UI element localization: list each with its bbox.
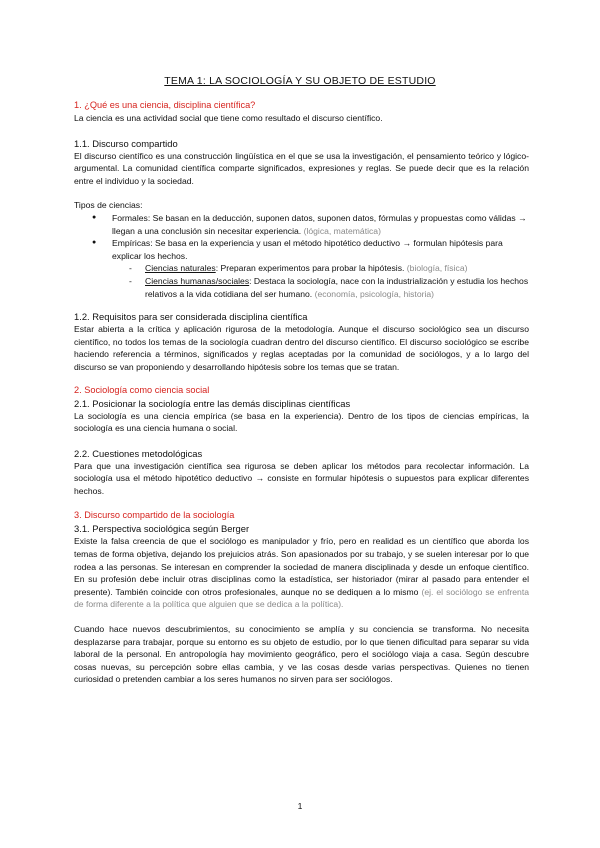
list-item-formal	[112, 212, 529, 237]
subsection-3-1-paragraph-2: Cuando hace nuevos descubrimientos, su conocimiento se amplía y su conciencia se transforma. No necesita desplazarse para trabajar, porque su entorno es su objeto de estudio, por lo que tienen dificultad para separar su vida laboral de la personal. En antropología hay movimiento geográfico, pero el sociólogo viaja a casa. Según descubre cosas nuevas, su percepción sobre ellas cambia, y ve las cosas desde varias perspectivas. Quienes no tienen curiosidad o pretenden cambiar a los seres humanos no sirven para ser sociólogos.	[74, 624, 529, 685]
section-1-intro: La ciencia es una actividad social que tiene como resultado el discurso científico.	[74, 113, 383, 123]
formal-note: (lógica, matemática)	[303, 225, 381, 236]
human-note: (economía, psicología, historia)	[314, 288, 435, 299]
list-item-human	[145, 275, 529, 300]
subsection-2-2-heading: 2.2. Cuestiones metodológicas	[74, 447, 203, 459]
berger-note: (ej. el sociólogo se enfrenta de forma diferente a la política que alguien que se dedica a la política).	[74, 586, 529, 610]
natural-text: : Preparan experimentos para probar la hipótesis.	[215, 263, 405, 274]
document-body	[74, 99, 529, 686]
human-label: Ciencias humanas/sociales	[145, 275, 250, 286]
subsection-2-1-heading: 2.1. Posicionar la sociología entre las demás disciplinas científicas	[74, 397, 351, 409]
subsection-1-2-heading: 1.2. Requisitos para ser considerada disciplina científica	[74, 311, 308, 323]
section-2-heading: 2. Sociología como ciencia social	[74, 384, 210, 395]
empirical-text: Empíricas: Se basa en la experiencia y usan el método hipotético deductivo → formulan hipótesis para explicar los hechos.	[112, 238, 503, 261]
list-item-natural	[145, 262, 529, 275]
subsection-1-1-paragraph: El discurso científico es una construcción lingüística en el que se usa la investigación, el pensamiento teórico y lógico-argumental. La comunidad científica comparte significados, expresiones y reglas. Se puede decir que es la relación entre el individuo y la sociedad.	[74, 150, 529, 186]
science-types-list	[74, 212, 529, 300]
subsection-3-1-heading: 3.1. Perspectiva sociológica según Berger	[74, 523, 250, 535]
empirical-sublist	[112, 262, 529, 300]
human-text: : Destaca la sociología, nace con la industrialización y estudia los hechos relativos a la vida cotidiana del ser humano.	[145, 275, 529, 299]
document-title: TEMA 1: LA SOCIOLOGÍA Y SU OBJETO DE ESTUDIO	[164, 75, 436, 87]
natural-note: (biología, física)	[406, 263, 468, 274]
section-1-heading: 1. ¿Qué es una ciencia, disciplina científica?	[74, 100, 256, 110]
subsection-1-1-heading: 1.1. Discurso compartido	[74, 137, 178, 149]
subsection-3-1-paragraph	[74, 535, 529, 611]
formal-text: Formales: Se basan en la deducción, suponen datos, suponen datos, fórmulas y propuestas como válidas → llegan a una conclusión sin necesitar experiencia.	[112, 212, 527, 236]
science-types-label: Tipos de ciencias:	[74, 200, 143, 211]
subsection-1-2-paragraph: Estar abierta a la crítica y aplicación rigurosa de la metodología. Aunque el discurso sociológico sea un discurso científico, no todos los temas de la sociología cuadran dentro del discurso científico. El discurso sociológico se escribe haciendo referencia a términos, significados y reglas aceptadas por la comunidad de sociólogos, y a lo largo del discurso se van proponiendo y desarrollando hipótesis sobre los temas que se tratan.	[74, 324, 529, 372]
natural-label: Ciencias naturales	[145, 263, 216, 274]
page-number: 1	[297, 801, 303, 811]
list-item-empirical	[112, 237, 529, 300]
section-3-heading: 3. Discurso compartido de la sociología	[74, 510, 235, 521]
berger-text: Existe la falsa creencia de que el sociólogo es manipulador y frío, pero en realidad es un científico que aborda los temas de forma objetiva, dejando los prejuicios atrás. Son apasionados por su trabajo, y se suelen interesar por lo que rodea a las personas. Se interesan en comprender la sociedad de manera disciplinada y desde un enfoque científico. En su profesión debe incluir otras disciplinas como la estadística, ser historiador (mirar al pasado para entender el presente). También coincide con otros profesionales, aunque no se dediquen a lo mismo	[74, 536, 529, 597]
subsection-2-2-paragraph: Para que una investigación científica sea rigurosa se deben aplicar los métodos para recolectar información. La sociología usa el método hipotético deductivo → consiste en formular hipótesis o supuestos para explicar diferentes hechos.	[74, 460, 529, 496]
subsection-2-1-paragraph: La sociología es una ciencia empírica (se basa en la experiencia). Dentro de los tipos de ciencias empíricas, la sociología es una ciencia humana o social.	[74, 410, 529, 434]
